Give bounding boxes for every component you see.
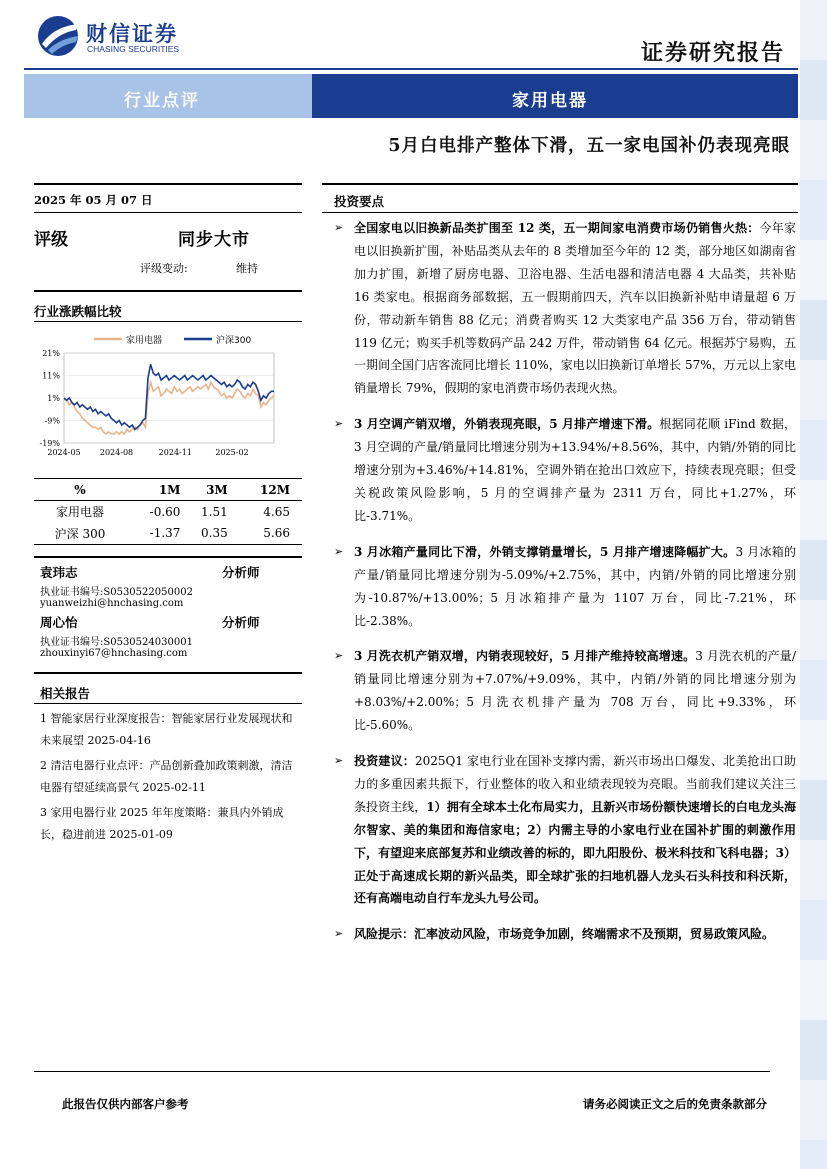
investment-points-title: 投资要点 [334,194,385,209]
related-top-rule [34,672,302,674]
points-title-rule [322,212,798,213]
table-header-cell: 3M [206,482,228,497]
bullet-arrow-icon: ➢ [334,221,344,234]
x-tick-label: 2025-02 [215,448,249,457]
banner-industry-block [312,74,798,118]
analyst-email[interactable]: zhouxinyi67@hnchasing.com [40,648,188,659]
brand-name-en: CHASING SECURITIES [87,44,180,54]
performance-title-rule [34,321,302,322]
point-heading: 全国家电以旧换新品类扩围至 12 类，五一期间家电消费市场仍销售火热： [354,221,760,235]
performance-chart-svg [34,325,302,465]
legend-label-home-appliances: 家用电器 [126,336,163,346]
rating-change-value: 维持 [236,262,258,275]
x-tick-label: 2024-08 [99,448,134,457]
table-cell: 4.65 [263,504,290,519]
point-heading: 3 月冰箱产量同比下滑，外销支撑销量增长，5 月排产增速降幅扩大。 [354,544,736,559]
point-body: 3 月冰箱的产量/销量同比增速分别为-5.09%/+2.75%，其中，内销/外销的同比增速分别为-10.87%/+13.00%；5 月冰箱排产量为 1107 万台，同比-7.21%，环比-2.38%。 [354,544,797,628]
point-heading: 投资建议： [354,754,415,769]
bullet-arrow-icon: ➢ [334,754,344,768]
banner-category: 行业点评 [124,91,200,111]
table-row [34,501,302,523]
table-cell: -0.60 [149,504,181,519]
x-tick-label: 2024-11 [158,448,192,457]
rating-value: 同步大市 [178,230,250,250]
bullet-arrow-icon: ➢ [334,649,344,663]
decorative-edge-strip [800,0,827,1169]
analyst-license: 执业证书编号:S0530524030001 [40,637,193,648]
table-cell: 沪深 300 [54,526,106,541]
rating-label: 评级 [34,230,68,250]
footer-disclaimer-right: 请务必阅读正文之后的免责条款部分 [583,1097,767,1111]
analyst-top-rule [34,556,302,558]
report-headline: 5月白电排产整体下滑，五一家电国补仍表现亮眼 [388,136,790,156]
report-type: 证券研究报告 [640,40,785,66]
analyst-role: 分析师 [222,615,260,630]
chart-lines [64,364,274,434]
point-heading: 3 月洗衣机产销双增，内销表现较好，5 月排产维持较高增速。 [354,649,696,664]
chart-x-ticks [47,448,248,457]
point-body: 3 月洗衣机的产量/销量同比增速分别为+7.07%/+9.09%，其中，内销/外销的同比增速分别为+8.03%/+2.00%；5 月洗衣机排产量为 708 万台，同比+9.33%，环比-5.60%。 [354,649,796,733]
chart-y-ticks [40,349,61,448]
analyst-role: 分析师 [222,565,260,580]
investment-point [334,541,796,633]
investment-point [334,413,796,528]
chart-grid [64,353,274,443]
brand-name-cn: 财信证券 [86,22,178,46]
table-header-cell: 12M [260,482,290,497]
related-report-item[interactable]: 2 清洁电器行业点评：产品创新叠加政策刺激，清洁电器有望延续高景气 2025-02-11 [40,759,293,794]
footer-divider [34,1071,770,1072]
table-cell: 家用电器 [55,505,104,520]
y-tick-label: 1% [47,394,60,403]
related-reports-title: 相关报告 [40,686,91,701]
analyst-name: 周心怡 [40,615,78,630]
investment-points [334,217,796,946]
banner-industry: 家用电器 [512,91,588,111]
series-line-csi300 [64,364,274,429]
analyst-license: 执业证书编号:S0530522050002 [40,587,193,598]
analyst-email[interactable]: yuanweizhi@hnchasing.com [40,598,184,609]
point-recommendations: 1）拥有全球本土化布局实力，且新兴市场份额快速增长的白电龙头海尔智家、美的集团和海信家电；2）内需主导的小家电行业在国补扩围的刺激作用下，有望迎来底部复苏和业绩改善的标的，即九阳股份、极米科技和飞科电器；3）正处于高速成长期的新兴品类，即全球扩张的扫地机器人龙头石头科技和科沃斯，还有高端电动自行车龙头九号公司。 [354,799,796,906]
category-banner [24,74,798,118]
y-tick-label: 11% [42,371,60,381]
table-row [34,523,302,545]
analyst-name: 袁玮志 [40,565,78,580]
footer-disclaimer-left: 此报告仅供内部客户参考 [62,1097,189,1111]
bullet-arrow-icon: ➢ [334,544,344,558]
report-date: 2025 年 05 月 07 日 [34,193,153,207]
table-cell: -1.37 [149,526,181,541]
series-line-home-appliances [64,382,274,434]
legend-label-csi300: 沪深300 [216,336,252,346]
performance-table [34,478,302,545]
table-header-cell: 1M [158,482,181,497]
banner-category-block [24,74,312,118]
header-divider [24,68,798,70]
performance-chart [34,325,302,465]
investment-point [334,923,796,946]
related-title-rule [34,703,302,704]
x-tick-label: 2024-05 [47,448,81,457]
bullet-arrow-icon: ➢ [334,927,344,941]
right-top-rule [322,183,798,185]
y-tick-label: -9% [44,416,60,426]
related-reports-list [40,708,302,849]
date-rule [34,212,302,213]
performance-title: 行业涨跌幅比较 [34,304,122,319]
rating-change-label: 评级变动: [140,262,188,275]
table-cell: 0.35 [201,526,228,541]
bullet-arrow-icon: ➢ [334,417,344,431]
investment-point [334,750,796,910]
point-body: 2025Q1 家电行业在国补支撑内需，新兴市场出口爆发、北美抢出口助力的多重因素共振下，行业整体的收入和业绩表现较为亮眼。当前我们建议关注三条投资主线， [354,754,796,814]
rating-rule [34,290,302,292]
point-heading: 3 月空调产销双增，外销表现亮眼，5 月排产增速下滑。 [354,417,660,432]
left-top-rule [34,183,302,185]
y-tick-label: -19% [39,439,60,448]
related-report-item[interactable]: 1 智能家居行业深度报告：智能家居行业发展现状和未来展望 2025-04-16 [40,712,293,747]
table-header-cell: % [74,482,86,497]
point-body: 今年家电以旧换新扩围，补贴品类从去年的 8 类增加至今年的 12 类，部分地区如湖南省加力扩围，新增了厨房电器、卫浴电器、生活电器和清洁电器 4 大品类，共补贴 16 类家电。根据商务部数据，五一假期前四天，汽车以旧换新补贴申请量超 6 万份，带动新车销售 88 亿元；消费者购买 12 大类家电产品 356 万台，带动销售 119 亿元；购买手机等数码产品 242 万件，带动销售 64 亿元。根据苏宁易购，五一期间全国门店客流同比增长 110%，家电以旧换新订单增长 57%，万元以上家电销量增长 79%，假期的家电消费市场仍表现火热。 [354,221,796,396]
chart-legend [94,334,251,346]
table-cell: 5.66 [263,526,290,541]
point-heading: 风险提示：汇率波动风险，市场竞争加剧，终端需求不及预期，贸易政策风险。 [354,927,775,942]
investment-point [334,645,796,737]
related-report-item[interactable]: 3 家用电器行业 2025 年年度策略：兼具内外销成长，稳进前进 2025-01-09 [40,806,284,841]
chasing-logo-icon [36,14,82,58]
y-tick-label: 21% [42,349,60,358]
company-logo [36,14,186,58]
table-cell: 1.51 [201,504,228,519]
performance-table-header [34,479,302,501]
investment-point [334,217,796,400]
point-body: 根据同花顺 iFind 数据，3 月空调的产量/销量同比增速分别为+13.94%/+8.56%，其中，内销/外销的同比增速分别为+3.46%/+14.81%，空调外销在抢出口效应下，持续表现亮眼；但受关税政策风险影响，5 月的空调排产量为 2311 万台，同比+1.27%，环比-3.71%。 [354,417,796,523]
